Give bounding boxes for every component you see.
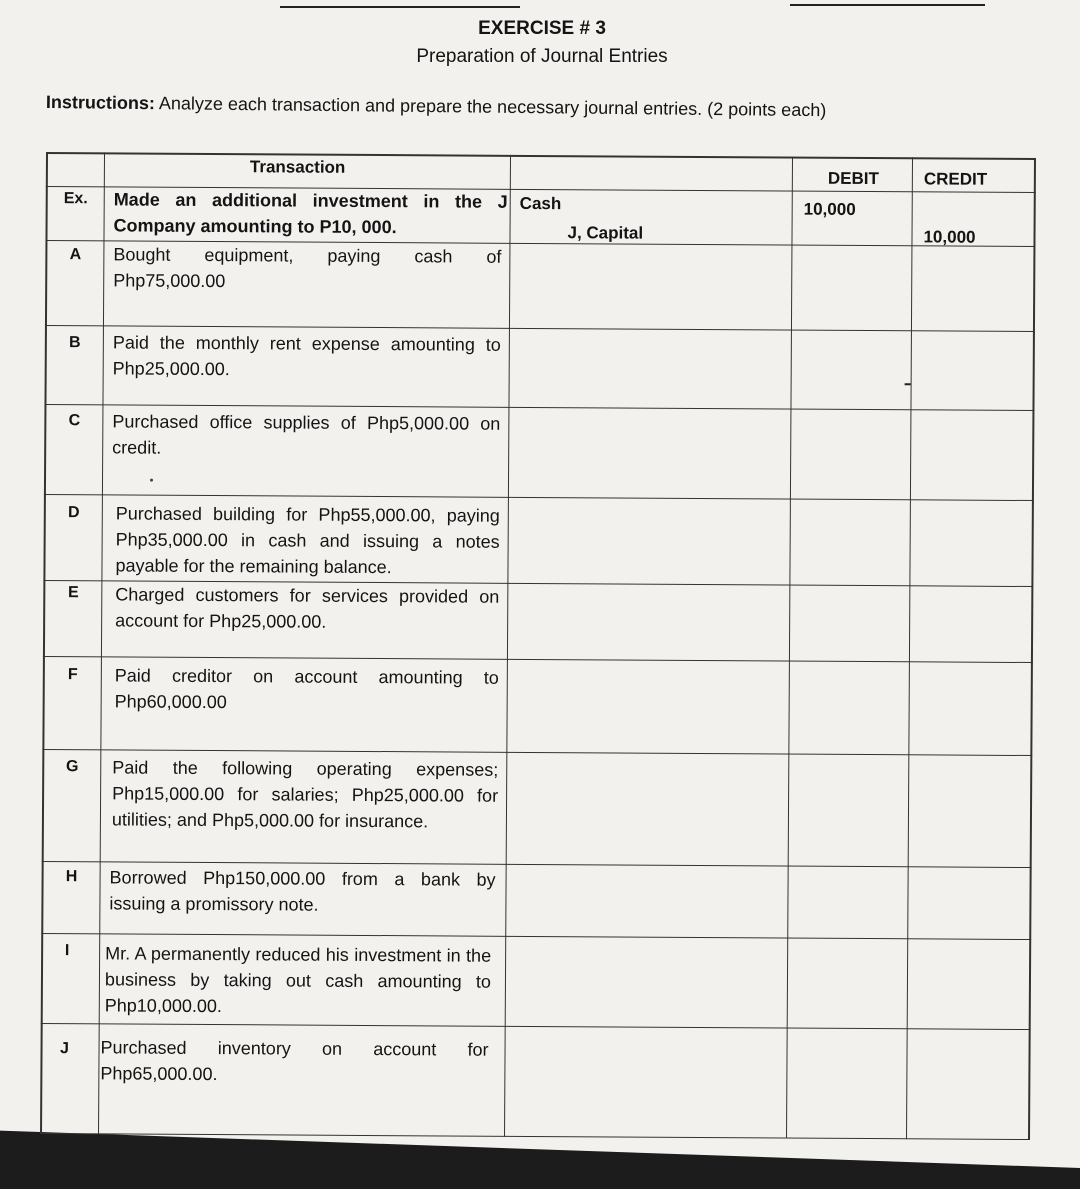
exercise-title: EXERCISE # 3 [478,18,606,39]
row-letter: F [67,666,78,684]
example-credit-amount: 10,000 [923,227,976,247]
pencil-mark [905,383,911,385]
stray-mark [150,479,153,482]
example-credit-account: J, Capital [567,223,644,243]
col-line [504,155,511,1137]
instructions-label: Instructions: [45,92,156,114]
table-top-border [46,152,1036,160]
transaction-text: Charged customers for services provided on account for Php25,000.00. [115,584,500,632]
col-line [786,157,793,1139]
transaction-text: Purchased office supplies of Php5,000.00 on credit. [112,411,501,458]
row-letter: H [65,868,78,886]
row-line [41,1023,1031,1030]
row-letter: I [64,942,70,960]
row-letter: G [65,758,79,776]
credit-header: CREDIT [923,169,988,189]
example-label: Ex. [63,190,88,208]
transaction-text: Mr. A permanently reduced his investment in the business by taking out cash amounting to Php10,000.00. [104,943,492,1017]
transaction-text: Borrowed Php150,000.00 from a bank by issuing a promissory note. [109,867,496,915]
row-letter: B [69,334,81,352]
transaction-text: Purchased building for Php55,000.00, paying Php35,000.00 in cash and issuing a notes payable for the remaining balance. [115,503,500,578]
transaction-text: Purchased inventory on account for Php65,000.00. [100,1037,489,1085]
exercise-subtitle: Preparation of Journal Entries [416,46,668,67]
row-letter: D [67,504,80,522]
debit-header: DEBIT [827,168,879,189]
row-letter: A [69,246,82,264]
row-letter: J [60,1040,70,1058]
table-left-border [40,152,48,1134]
table-right-border [1028,158,1036,1140]
col-line [906,157,913,1139]
example-debit-account: Cash [519,193,562,214]
transaction-text: Paid the following operating expenses; Php15,000.00 for salaries; Php25,000.00 for utilities; and Php5,000.00 for insurance. [111,757,499,832]
row-letter: C [68,412,81,430]
transaction-header: Transaction [249,157,346,177]
transaction-text: Bought equipment, paying cash of Php75,000.00 [113,244,502,292]
transaction-text: Paid the monthly rent expense amounting to Php25,000.00. [112,332,501,380]
row-line [41,933,1031,940]
example-debit-amount: 10,000 [803,199,856,219]
transaction-text: Paid creditor on account amounting to Php60,000.00 [114,665,499,713]
instructions-text: Analyze each transaction and prepare the necessary journal entries. (2 points each) [158,93,827,121]
table-bottom-border [40,1133,1030,1140]
row-letter: E [67,584,79,602]
example-transaction: Made an additional investment in the J Company amounting to P10, 000. [113,189,508,238]
